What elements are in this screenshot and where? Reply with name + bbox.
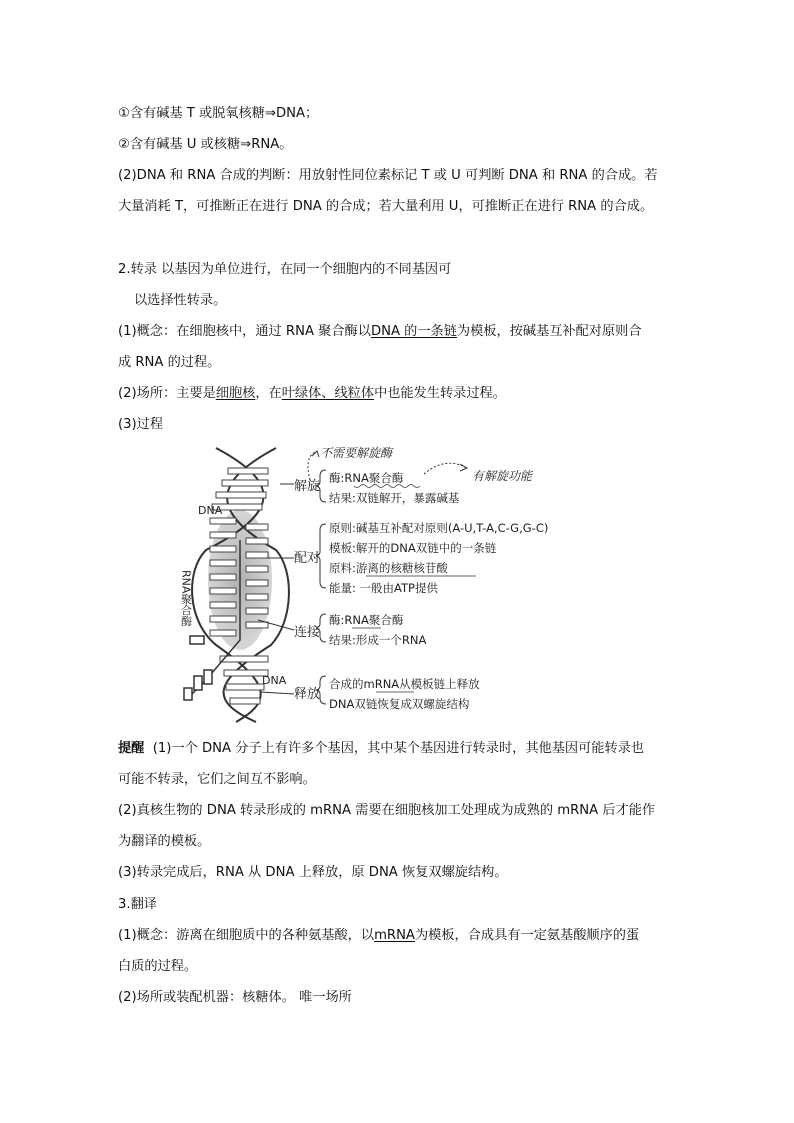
pairing-line-1: 原则:碱基互补配对原则(A-U,T-A,C-G,G-C) bbox=[329, 521, 549, 535]
dna-label-bottom: DNA bbox=[262, 674, 287, 687]
unwind-line-1: 酶:RNA聚合酶 bbox=[329, 471, 404, 485]
note-right: 有解旋功能 bbox=[472, 469, 533, 483]
concept-underlined: DNA 的一条链 bbox=[370, 324, 457, 339]
intro-line-2: ②含有碱基 U 或核糖⇒RNA。 bbox=[118, 137, 293, 152]
tip-1-l2: 可能不转录，它们之间互不影响。 bbox=[118, 772, 316, 787]
tip-2: (2)真核生物的 DNA 转录形成的 mRNA 需要在细胞核加工处理成为成熟的 mRNA 后才能作 bbox=[118, 803, 656, 818]
unwind-line-2: 结果:双链解开，暴露碱基 bbox=[329, 491, 460, 505]
site-mid: ，在 bbox=[255, 386, 282, 401]
tconcept-pre: (1)概念：游离在细胞质中的各种氨基酸，以 bbox=[118, 928, 375, 943]
step-name-release: 释放 bbox=[294, 687, 321, 702]
process-label: (3)过程 bbox=[118, 417, 164, 432]
pairing-line-4: 能量: 一般由ATP提供 bbox=[329, 581, 438, 595]
note-top: 不需要解旋酶 bbox=[320, 446, 393, 460]
dna-label-top: DNA bbox=[198, 504, 223, 517]
tip-1 bbox=[118, 741, 644, 757]
tip-1-text: (1)一个 DNA 分子上有许多个基因，其中某个基因进行转录时，其他基因可能转录也 bbox=[152, 741, 645, 756]
transcription-heading: 2.转录 以基因为单位进行，在同一个细胞内的不同基因可 bbox=[118, 262, 452, 277]
release-line-2: DNA双链恢复成双螺旋结构 bbox=[329, 697, 470, 711]
tconcept-underlined: mRNA bbox=[374, 928, 415, 943]
step-name-pairing: 配对 bbox=[294, 551, 321, 566]
tconcept-post: 为模板，合成具有一定氨基酸顺序的蛋 bbox=[414, 928, 640, 943]
note-arrow-right bbox=[424, 463, 466, 474]
linking-line-1: 酶:RNA聚合酶 bbox=[329, 613, 404, 627]
pairing-line-2: 模板:解开的DNA双链中的一条链 bbox=[329, 541, 497, 555]
step-name-unwind: 解旋 bbox=[294, 479, 321, 494]
tip-2-l2: 为翻译的模板。 bbox=[118, 834, 211, 849]
concept-pre: (1)概念：在细胞核中，通过 RNA 聚合酶以 bbox=[118, 324, 371, 339]
intro-line-3: (2)DNA 和 RNA 合成的判断：用放射性同位素标记 T 或 U 可判断 DNA 和 RNA 的合成。若 bbox=[118, 168, 658, 183]
linking-line-2: 结果:形成一个RNA bbox=[329, 633, 427, 647]
pairing-line-3: 原料:游离的核糖核苷酸 bbox=[329, 561, 448, 575]
transcription-concept bbox=[118, 324, 642, 340]
intro-line-1: ①含有碱基 T 或脱氧核糖⇒DNA； bbox=[118, 106, 319, 121]
transcription-heading-cont: 以选择性转录。 bbox=[134, 293, 227, 308]
site-underlined-1: 细胞核 bbox=[215, 386, 256, 401]
transcription-diagram bbox=[176, 440, 636, 725]
concept-post: 为模板，按碱基互补配对原则合 bbox=[456, 324, 642, 339]
note-arrow-top bbox=[308, 452, 316, 480]
translation-heading: 3.翻译 bbox=[118, 897, 157, 912]
intro-line-4: 大量消耗 T，可推断正在进行 DNA 的合成；若大量利用 U，可推断正在进行 RNA 的合成。 bbox=[118, 199, 654, 214]
rna-polymerase-label: RNA聚合酶 bbox=[179, 570, 193, 627]
tip-label: 提醒 bbox=[118, 741, 145, 756]
site-post: 中也能发生转录过程。 bbox=[374, 386, 506, 401]
tip-3: (3)转录完成后，RNA 从 DNA 上释放，原 DNA 恢复双螺旋结构。 bbox=[118, 865, 508, 880]
translation-concept-l2: 白质的过程。 bbox=[118, 959, 198, 974]
step-name-linking: 连接 bbox=[294, 625, 321, 640]
release-line-1: 合成的mRNA从模板链上释放 bbox=[329, 677, 480, 691]
site-underlined-2: 叶绿体、线粒体 bbox=[281, 386, 375, 401]
translation-concept bbox=[118, 928, 639, 944]
site-pre: (2)场所：主要是 bbox=[118, 386, 216, 401]
transcription-concept-l2: 成 RNA 的过程。 bbox=[118, 355, 221, 370]
transcription-site bbox=[118, 386, 506, 402]
translation-site: (2)场所或装配机器：核糖体。 唯一场所 bbox=[118, 990, 352, 1005]
